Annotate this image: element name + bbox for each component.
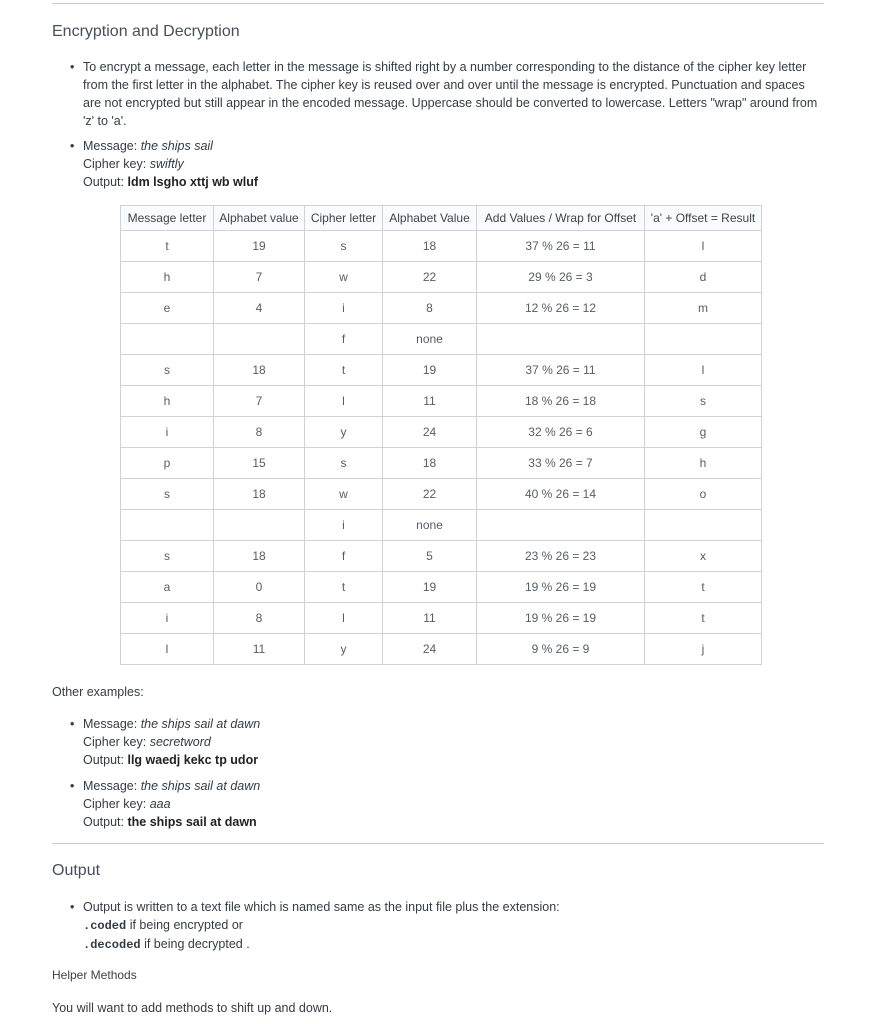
table-cell — [121, 510, 214, 541]
table-header: Message letter — [121, 206, 214, 231]
table-cell: 22 — [383, 479, 477, 510]
table-cell: 40 % 26 = 14 — [477, 479, 645, 510]
coded-extension: .coded — [83, 919, 127, 933]
table-cell: l — [645, 355, 762, 386]
table-cell: 18 — [214, 355, 305, 386]
table-cell: 23 % 26 = 23 — [477, 541, 645, 572]
table-cell: t — [305, 355, 383, 386]
table-row — [121, 603, 762, 634]
table-header: Alphabet Value — [383, 206, 477, 231]
table-cell: f — [305, 324, 383, 355]
table-cell: 8 — [214, 417, 305, 448]
table-cell: l — [305, 603, 383, 634]
other-examples-label: Other examples: — [52, 685, 144, 699]
table-cell: i — [121, 417, 214, 448]
table-cell: 7 — [214, 262, 305, 293]
example-key: Cipher key: swiftly — [83, 157, 184, 171]
table-cell: 8 — [383, 293, 477, 324]
table-cell: 7 — [214, 386, 305, 417]
table-cell: j — [645, 634, 762, 665]
table-row — [121, 634, 762, 665]
table-cell: m — [645, 293, 762, 324]
example-message: • Message: the ships sail — [83, 139, 213, 153]
example-output: Output: ldm lsgho xttj wb wluf — [83, 175, 259, 189]
table-cell: e — [121, 293, 214, 324]
table-cell: h — [121, 262, 214, 293]
table-cell: g — [645, 417, 762, 448]
table-cell — [214, 510, 305, 541]
table-cell: 11 — [214, 634, 305, 665]
table-cell: 0 — [214, 572, 305, 603]
table-cell: h — [645, 448, 762, 479]
intro-line: 'z' to 'a'. — [83, 114, 127, 128]
intro-line: • To encrypt a message, each letter in the message is shifted right by a number corresponding to the distance of the cipher key letter — [83, 60, 807, 74]
table-cell — [477, 510, 645, 541]
table-cell: 9 % 26 = 9 — [477, 634, 645, 665]
table-cell: s — [305, 231, 383, 262]
example-key: Cipher key: secretword — [83, 735, 211, 749]
table-cell: t — [305, 572, 383, 603]
output-bullet — [70, 898, 820, 954]
table-row — [121, 386, 762, 417]
table-cell: 29 % 26 = 3 — [477, 262, 645, 293]
table-cell: d — [645, 262, 762, 293]
table-cell: 19 % 26 = 19 — [477, 572, 645, 603]
table-row — [121, 355, 762, 386]
helper-methods-text: You will want to add methods to shift up and down. — [52, 1001, 333, 1015]
table-cell: s — [645, 386, 762, 417]
table-cell: 15 — [214, 448, 305, 479]
table-row — [121, 293, 762, 324]
table-cell: 22 — [383, 262, 477, 293]
table-cell: 18 — [383, 231, 477, 262]
table-cell: y — [305, 417, 383, 448]
table-cell: s — [305, 448, 383, 479]
example-message: • Message: the ships sail at dawn — [83, 717, 261, 731]
table-cell: 5 — [383, 541, 477, 572]
table-cell: 19 % 26 = 19 — [477, 603, 645, 634]
section-divider — [52, 843, 824, 844]
table-cell: t — [645, 603, 762, 634]
table-cell: s — [121, 479, 214, 510]
example-output: Output: llg waedj kekc tp udor — [83, 753, 259, 767]
table-row — [121, 262, 762, 293]
table-cell — [121, 324, 214, 355]
table-cell: 19 — [383, 355, 477, 386]
table-header: Alphabet value — [214, 206, 305, 231]
table-cell: w — [305, 479, 383, 510]
decoded-extension: .decoded — [83, 938, 141, 952]
table-body — [121, 231, 762, 665]
table-cell: 18 — [383, 448, 477, 479]
table-cell: i — [121, 603, 214, 634]
table-cell: i — [305, 510, 383, 541]
table-cell: 11 — [383, 386, 477, 417]
table-cell: h — [121, 386, 214, 417]
table-cell: 32 % 26 = 6 — [477, 417, 645, 448]
example-bullet — [70, 137, 820, 191]
table-row — [121, 448, 762, 479]
table-cell: o — [645, 479, 762, 510]
table-cell: 19 — [383, 572, 477, 603]
table-row — [121, 231, 762, 262]
other-example-bullet — [70, 777, 820, 831]
table-cell: none — [383, 510, 477, 541]
section-title-encryption: Encryption and Decryption — [52, 23, 240, 40]
decoded-line: .decoded if being decrypted . — [83, 937, 250, 952]
table-cell: 24 — [383, 634, 477, 665]
intro-line: from the first letter in the alphabet. The cipher key is reused over and over until the message is encrypted. Punctuation and spaces — [83, 78, 805, 92]
table-cell — [645, 324, 762, 355]
table-cell: 37 % 26 = 11 — [477, 231, 645, 262]
table-cell: 37 % 26 = 11 — [477, 355, 645, 386]
table-cell: 8 — [214, 603, 305, 634]
example-key: Cipher key: aaa — [83, 797, 171, 811]
helper-methods-title: Helper Methods — [52, 968, 137, 982]
table-row — [121, 417, 762, 448]
table-cell — [477, 324, 645, 355]
table-cell: s — [121, 541, 214, 572]
table-cell: p — [121, 448, 214, 479]
intro-line: are not encrypted but still appear in the encoded message. Uppercase should be converted to lowercase. Letters "wrap" around from — [83, 96, 818, 110]
cipher-table — [120, 205, 762, 665]
table-cell: l — [121, 634, 214, 665]
table-header-row — [121, 206, 762, 231]
table-cell: t — [121, 231, 214, 262]
table-cell: a — [121, 572, 214, 603]
table-row — [121, 541, 762, 572]
top-divider — [52, 3, 824, 4]
table-cell: s — [121, 355, 214, 386]
table-row — [121, 510, 762, 541]
table-cell: 18 % 26 = 18 — [477, 386, 645, 417]
table-row — [121, 479, 762, 510]
table-cell: 11 — [383, 603, 477, 634]
table-cell: i — [305, 293, 383, 324]
table-cell: l — [305, 386, 383, 417]
table-cell — [214, 324, 305, 355]
coded-line: .coded if being encrypted or — [83, 918, 243, 933]
other-example-bullet — [70, 715, 820, 769]
intro-bullet — [70, 58, 820, 130]
table-cell: 18 — [214, 479, 305, 510]
table-cell: l — [645, 231, 762, 262]
table-header: 'a' + Offset = Result — [645, 206, 762, 231]
table-cell: f — [305, 541, 383, 572]
table-cell: 12 % 26 = 12 — [477, 293, 645, 324]
table-cell: t — [645, 572, 762, 603]
table-row — [121, 572, 762, 603]
table-row — [121, 324, 762, 355]
output-description: • Output is written to a text file which is named same as the input file plus the extension: — [83, 900, 560, 914]
example-output: Output: the ships sail at dawn — [83, 815, 257, 829]
example-message: • Message: the ships sail at dawn — [83, 779, 261, 793]
table-cell: 24 — [383, 417, 477, 448]
table-cell: w — [305, 262, 383, 293]
table-cell: none — [383, 324, 477, 355]
table-cell: x — [645, 541, 762, 572]
table-cell: y — [305, 634, 383, 665]
table-cell: 18 — [214, 541, 305, 572]
section-title-output: Output — [52, 862, 101, 879]
table-header: Add Values / Wrap for Offset — [477, 206, 645, 231]
table-header: Cipher letter — [305, 206, 383, 231]
table-cell: 4 — [214, 293, 305, 324]
table-cell — [645, 510, 762, 541]
table-cell: 33 % 26 = 7 — [477, 448, 645, 479]
table-cell: 19 — [214, 231, 305, 262]
